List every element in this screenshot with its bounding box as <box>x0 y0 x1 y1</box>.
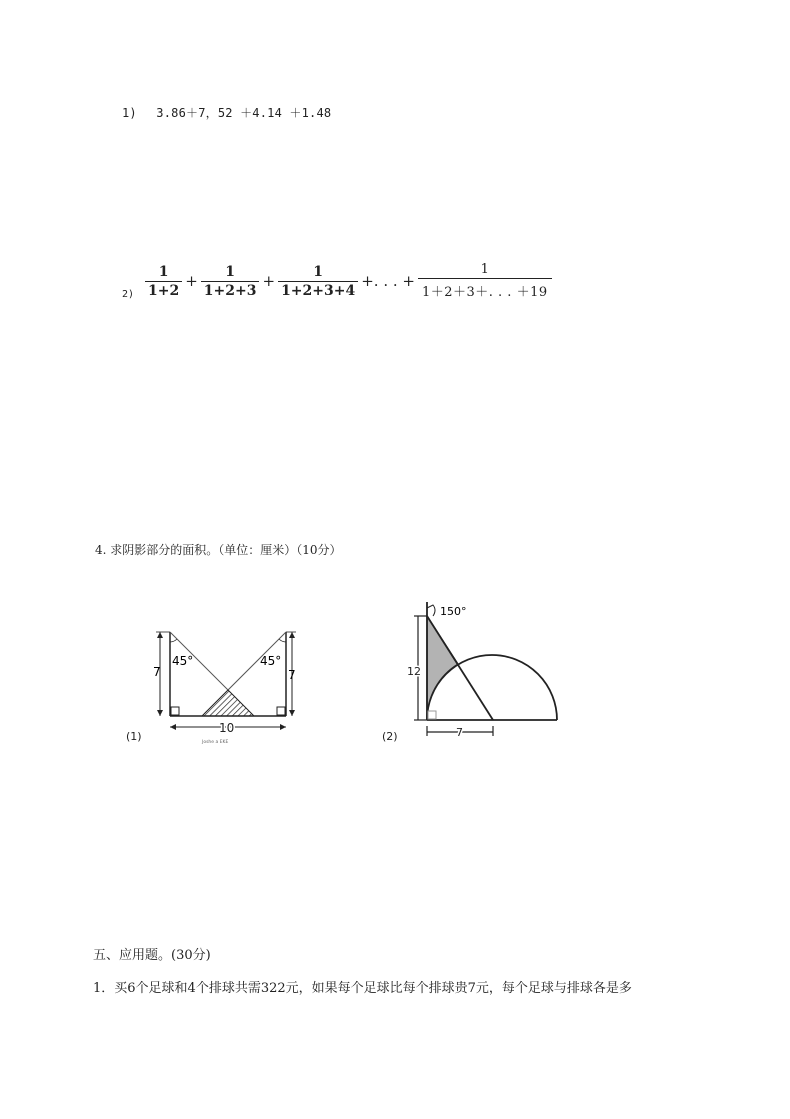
figure-2-height-label: 12 <box>407 665 421 678</box>
figure-1-right-angle-label: 45° <box>260 654 282 668</box>
fraction-numerator: 1 <box>480 262 489 277</box>
plus-sign: + <box>262 272 276 290</box>
fraction-denominator: 1＋2＋3＋. . . ＋19 <box>418 278 552 300</box>
fraction-denominator: 1+2+3 <box>201 281 260 299</box>
fraction-term-last <box>418 262 552 300</box>
fraction-term-2 <box>201 264 260 299</box>
section-5-heading: 五、应用题。(30分) <box>93 948 211 963</box>
plus-sign: + <box>185 272 198 290</box>
figure-2-diagram <box>405 598 575 743</box>
figure-1-left-height-label: 7 <box>153 665 161 679</box>
fraction-denominator: 1+2 <box>145 281 182 299</box>
problem-2-expression <box>143 262 554 300</box>
fraction-term-1 <box>145 264 182 299</box>
ellipsis-plus: +. . . + <box>361 272 415 290</box>
figure-1-label: (1) <box>126 730 142 743</box>
fraction-numerator: 1 <box>225 263 236 280</box>
figure-2-angle-label: 150° <box>440 605 467 618</box>
figure-1-base-label: 10 <box>219 721 235 735</box>
figure-1-shaded-region <box>202 690 254 716</box>
fraction-denominator: 1+2+3+4 <box>278 281 358 299</box>
question-4-text: 4. 求阴影部分的面积。（单位：厘米）（10分） <box>95 543 342 557</box>
figure-1-diagram <box>150 628 310 748</box>
problem-2-number: 2) <box>122 289 135 300</box>
application-problem-1: 1．买6个足球和4个排球共需322元，如果每个足球比每个排球贵7元，每个足球与排球各是多 <box>93 981 632 996</box>
problem-1-expression: 3.86＋7，52 ＋4.14 ＋1.48 <box>156 106 332 120</box>
problem-1 <box>122 104 331 121</box>
figure-2-label: (2) <box>382 730 398 743</box>
figure-1-caption: Joshe a EKE <box>202 740 229 745</box>
fraction-numerator: 1 <box>313 263 324 280</box>
figure-1-right-height-label: 7 <box>288 668 296 682</box>
fraction-numerator: 1 <box>158 263 169 280</box>
fraction-term-3 <box>278 264 358 299</box>
problem-1-number: 1) <box>122 106 137 120</box>
figure-1-left-angle-label: 45° <box>172 654 194 668</box>
figure-2-base-label: 7 <box>456 726 463 739</box>
